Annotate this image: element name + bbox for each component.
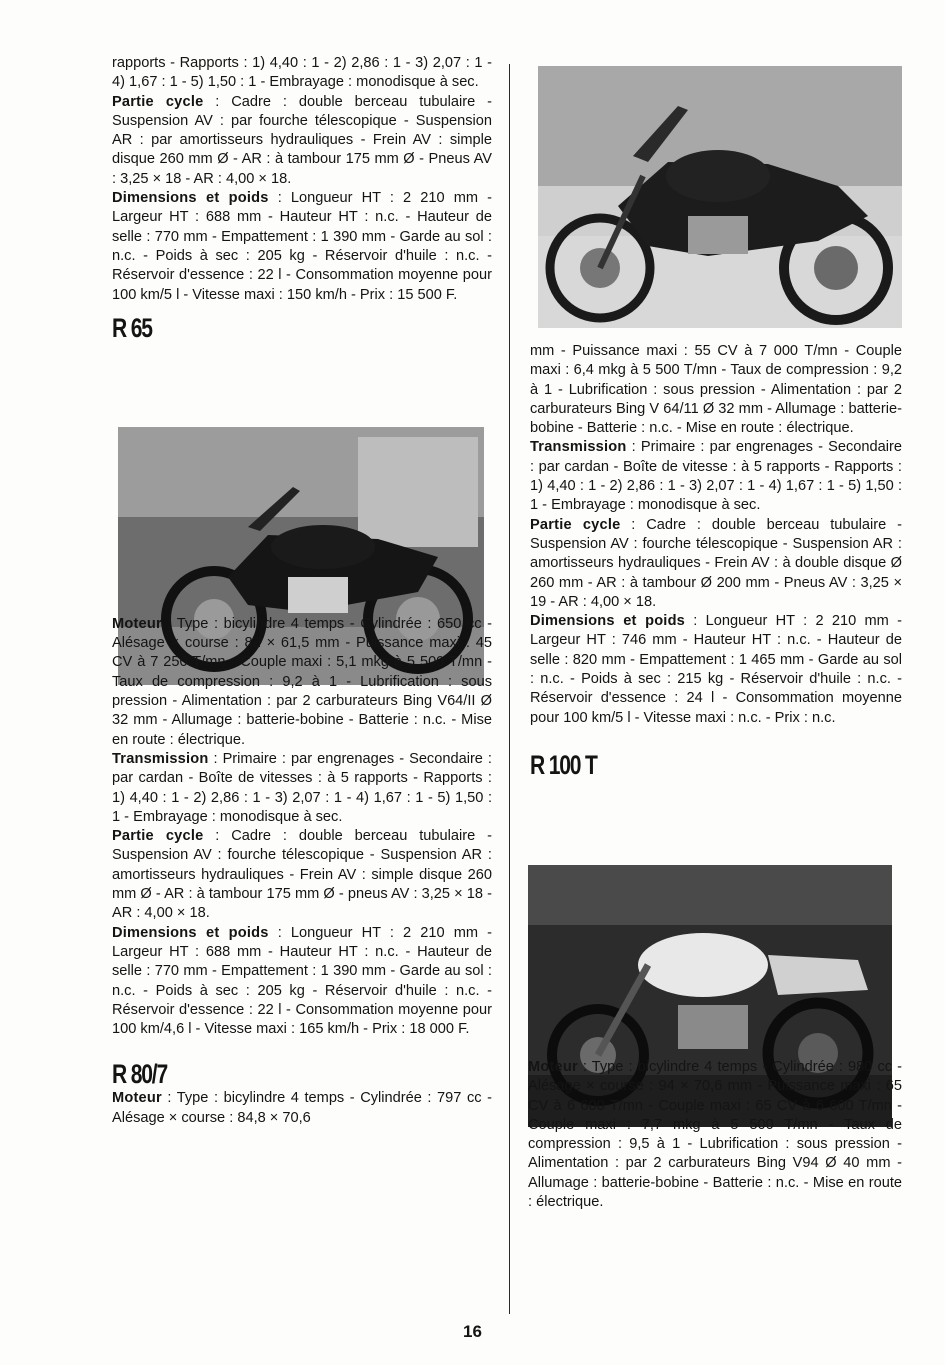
left-column bbox=[112, 54, 492, 1128]
page-number: 16 bbox=[463, 1322, 482, 1341]
photo-r80-7 bbox=[538, 66, 902, 328]
r60-dimensions: Dimensions et poids : Longueur HT : 2 210 mm - Largeur HT : 688 mm - Hauteur HT : n.c. - Hauteur de selle : 770 mm - Empattement : 1 390 mm - Garde au sol : n.c. - Poids à sec : 205 kg - Réservoir d'huile : n.c. - Réservoir d'essence : 22 l - Consommation moyenne pour 100 km/5 l - Vitesse maxi : 150 km/h - Prix : 15 500 F. bbox=[112, 190, 492, 303]
heading-r100t: R 100 T bbox=[530, 749, 597, 780]
r80-7-transmission: Transmission : Primaire : par engrenages - Secondaire : par cardan - Boîte de vitesse : à 5 rapports - Rapports : 1) 4,40 : 1 - 2) 2,86 : 1 - 3) 2,07 : 1 - 4) 1,67 : 1 - 5) 1,50 : 1 - Embrayage : monodisque à sec. bbox=[530, 439, 902, 514]
column-divider bbox=[509, 64, 510, 1314]
r80-7-moteur: Moteur : Type : bicylindre 4 temps - Cylindrée : 797 cc - Alésage × course : 84,8 × 70,6 bbox=[112, 1090, 492, 1126]
r80-7-dimensions: Dimensions et poids : Longueur HT : 2 210 mm - Largeur HT : 746 mm - Hauteur HT : n.c. - Hauteur de selle : 820 mm - Empattement : 1 465 mm - Garde au sol : n.c. - Poids à sec : 215 kg - Réservoir d'huile : n.c. - Réservoir d'essence : 24 l - Consommation moyenne pour 100 km/5 l - Vitesse maxi : n.c. - Prix : n.c. bbox=[530, 613, 902, 726]
r65-transmission: Transmission : Primaire : par engrenages - Secondaire : par cardan - Boîte de vitesses : à 5 rapports - Rapports : 1) 4,40 : 1 - 2) 2,86 : 1 - 3) 2,07 : 1 - 4) 1,67 : 1 - 5) 1,50 : 1 - Embrayage : monodisque à sec. bbox=[112, 750, 492, 825]
r65-partie-cycle: Partie cycle : Cadre : double berceau tubulaire - Suspension AV : fourche télescopique - Suspension AR : amortisseurs hydrauliques - Frein AV : simple disque 260 mm Ø - AR : à tambour 175 mm Ø - pneus AV : 3,25 × 18 - AR : 4,00 × 18. bbox=[112, 828, 492, 922]
r80-7-partie-cycle: Partie cycle : Cadre : double berceau tubulaire - Suspension AV : fourche télescopique - Suspension AR : amortisseurs hydrauliques - Frein AV : à double disque Ø 260 mm - AR : à tambour Ø 200 mm - Pneus AV : 3,25 × 19 - AR : 4,00 × 18. bbox=[530, 516, 902, 610]
r65-dimensions: Dimensions et poids : Longueur HT : 2 210 mm - Largeur HT : 688 mm - Hauteur HT : n.c. - Hauteur de selle : 770 mm - Empattement : 1 390 mm - Garde au sol : n.c. - Poids à sec : 205 kg - Réservoir d'huile : n.c. - Réservoir d'essence : 22 l - Consommation moyenne pour 100 km/4,6 l - Vitesse maxi : 165 km/h - Prix : 18 000 F. bbox=[112, 924, 492, 1038]
intro-text: rapports - Rapports : 1) 4,40 : 1 - 2) 2,86 : 1 - 3) 2,07 : 1 - 4) 1,67 : 1 - 5) 1,50 : 1 - Embrayage : monodisque à sec. bbox=[112, 55, 492, 91]
r60-partie-cycle: Partie cycle : Cadre : double berceau tubulaire - Suspension AV : par fourche télescopique - Suspension AR : par amortisseurs hydrauliques - Frein AV : simple disque 260 mm Ø - AR : à tambour 175 mm Ø - Pneus AV : 3,25 × 18 - AR : 4,00 × 18. bbox=[112, 93, 492, 187]
right-column bbox=[530, 342, 902, 1212]
r100t-moteur: Moteur : Type : bicylindre 4 temps - Cylindrée : 980 cc - Alésage × course : 94 × 70,6 mm - Puissance maxi : 65 CV à 6 600 T/mn - Couple maxi : 65 CV à 6 600 T/mn - Couple maxi : 7,7 mkg à 5 500 T/mn - Taux de compression : 9,5 à 1 - Lubrification : sous pression - Alimentation : par 2 carburateurs Bing V94 Ø 40 mm - Allumage : batterie-bobine - Batterie : n.c. - Mise en route : électrique. bbox=[528, 1058, 902, 1211]
heading-r65: R 65 bbox=[112, 312, 152, 343]
heading-r80-7: R 80/7 bbox=[112, 1059, 168, 1090]
r80-7-moteur-cont: mm - Puissance maxi : 55 CV à 7 000 T/mn - Couple maxi : 6,4 mkg à 5 500 T/mn - Taux de compression : 9,2 à 1 - Lubrification : sous pression - Alimentation : par 2 carburateurs Bing V 64/11 Ø 32 mm - Allumage : batterie-bobine - Batterie : n.c. - Mise en route : électrique. bbox=[530, 343, 902, 437]
r65-moteur: Moteur : Type : bicylindre 4 temps - Cylindrée : 650 cc - Alésage × course : 82 × 61,5 mm - Puissance maxi : 45 CV à 7 250 T/mn - Couple maxi : 5,1 mkg à 5 500 T/mn - Taux de compression : 9,2 à 1 - Lubrification : sous pression - Alimentation : par 2 carburateurs Bing V64/II Ø 32 mm - Allumage : batterie-bobine - Batterie : n.c. - Mise en route : électrique. bbox=[112, 615, 492, 748]
